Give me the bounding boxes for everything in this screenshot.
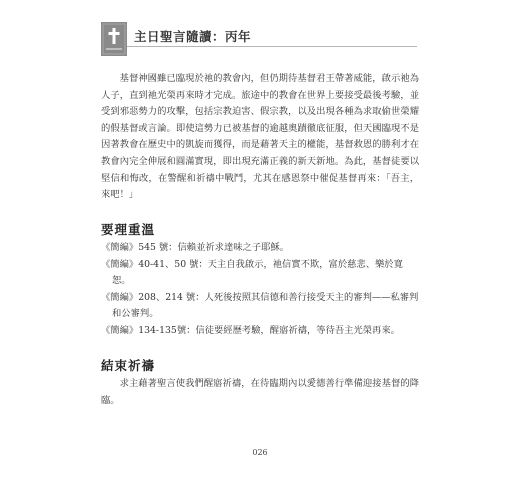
bible-book-icon: [101, 22, 127, 56]
book-title: 主日聖言隨讀：丙年: [134, 29, 252, 44]
review-item: 《簡編》134-135號：信徒要經歷考驗，醒寤祈禱，等待吾主光榮再來。: [101, 324, 400, 336]
review-item: 《簡編》545 號：信賴並祈求達味之子耶穌。: [101, 242, 290, 253]
header-divider: [127, 46, 417, 47]
closing-section-title: 結束祈禱: [101, 358, 156, 373]
review-list: [101, 240, 419, 340]
intro-paragraph: 基督神國雖已臨現於祂的教會內，但仍期待基督君王帶著威能，啟示祂為人子，直到祂光榮再來時才完成。旅途中的教會在世界上要接受最後考驗，並受到邪惡勢力的攻擊，包括宗教迫害、假宗教，以及出現各種為求取偷世榮耀的假基督或言論。即使這勢力已被基督的逾越奧蹟徹底征服，但天國臨現不是因著教會在歷史中的凱旋而獲得，而是藉著天主的權能，基督救恩的勝利才在教會內完全伸展和圓滿實現，即出現充滿正義的新天新地。為此，基督徒要以堅信和悔改，在警醒和祈禱中戰鬥，尤其在感恩祭中催促基督再來：「吾主，來吧！」: [101, 73, 419, 201]
review-item: 《簡編》208、214 號：人死後按照其信德和善行接受天主的審判——私審判和公審判。: [101, 291, 419, 320]
review-section-title: 要理重溫: [101, 222, 156, 237]
page-header: [101, 22, 421, 56]
closing-paragraph: 求主藉著聖言使我們醒寤祈禱，在待臨期內以愛德善行準備迎接基督的降臨。: [101, 378, 419, 406]
review-item: 《簡編》40-41、50 號：天主自我啟示，祂信實不欺，富於慈悲、樂於寬恕。: [101, 258, 403, 287]
page-number: 026: [252, 448, 268, 457]
